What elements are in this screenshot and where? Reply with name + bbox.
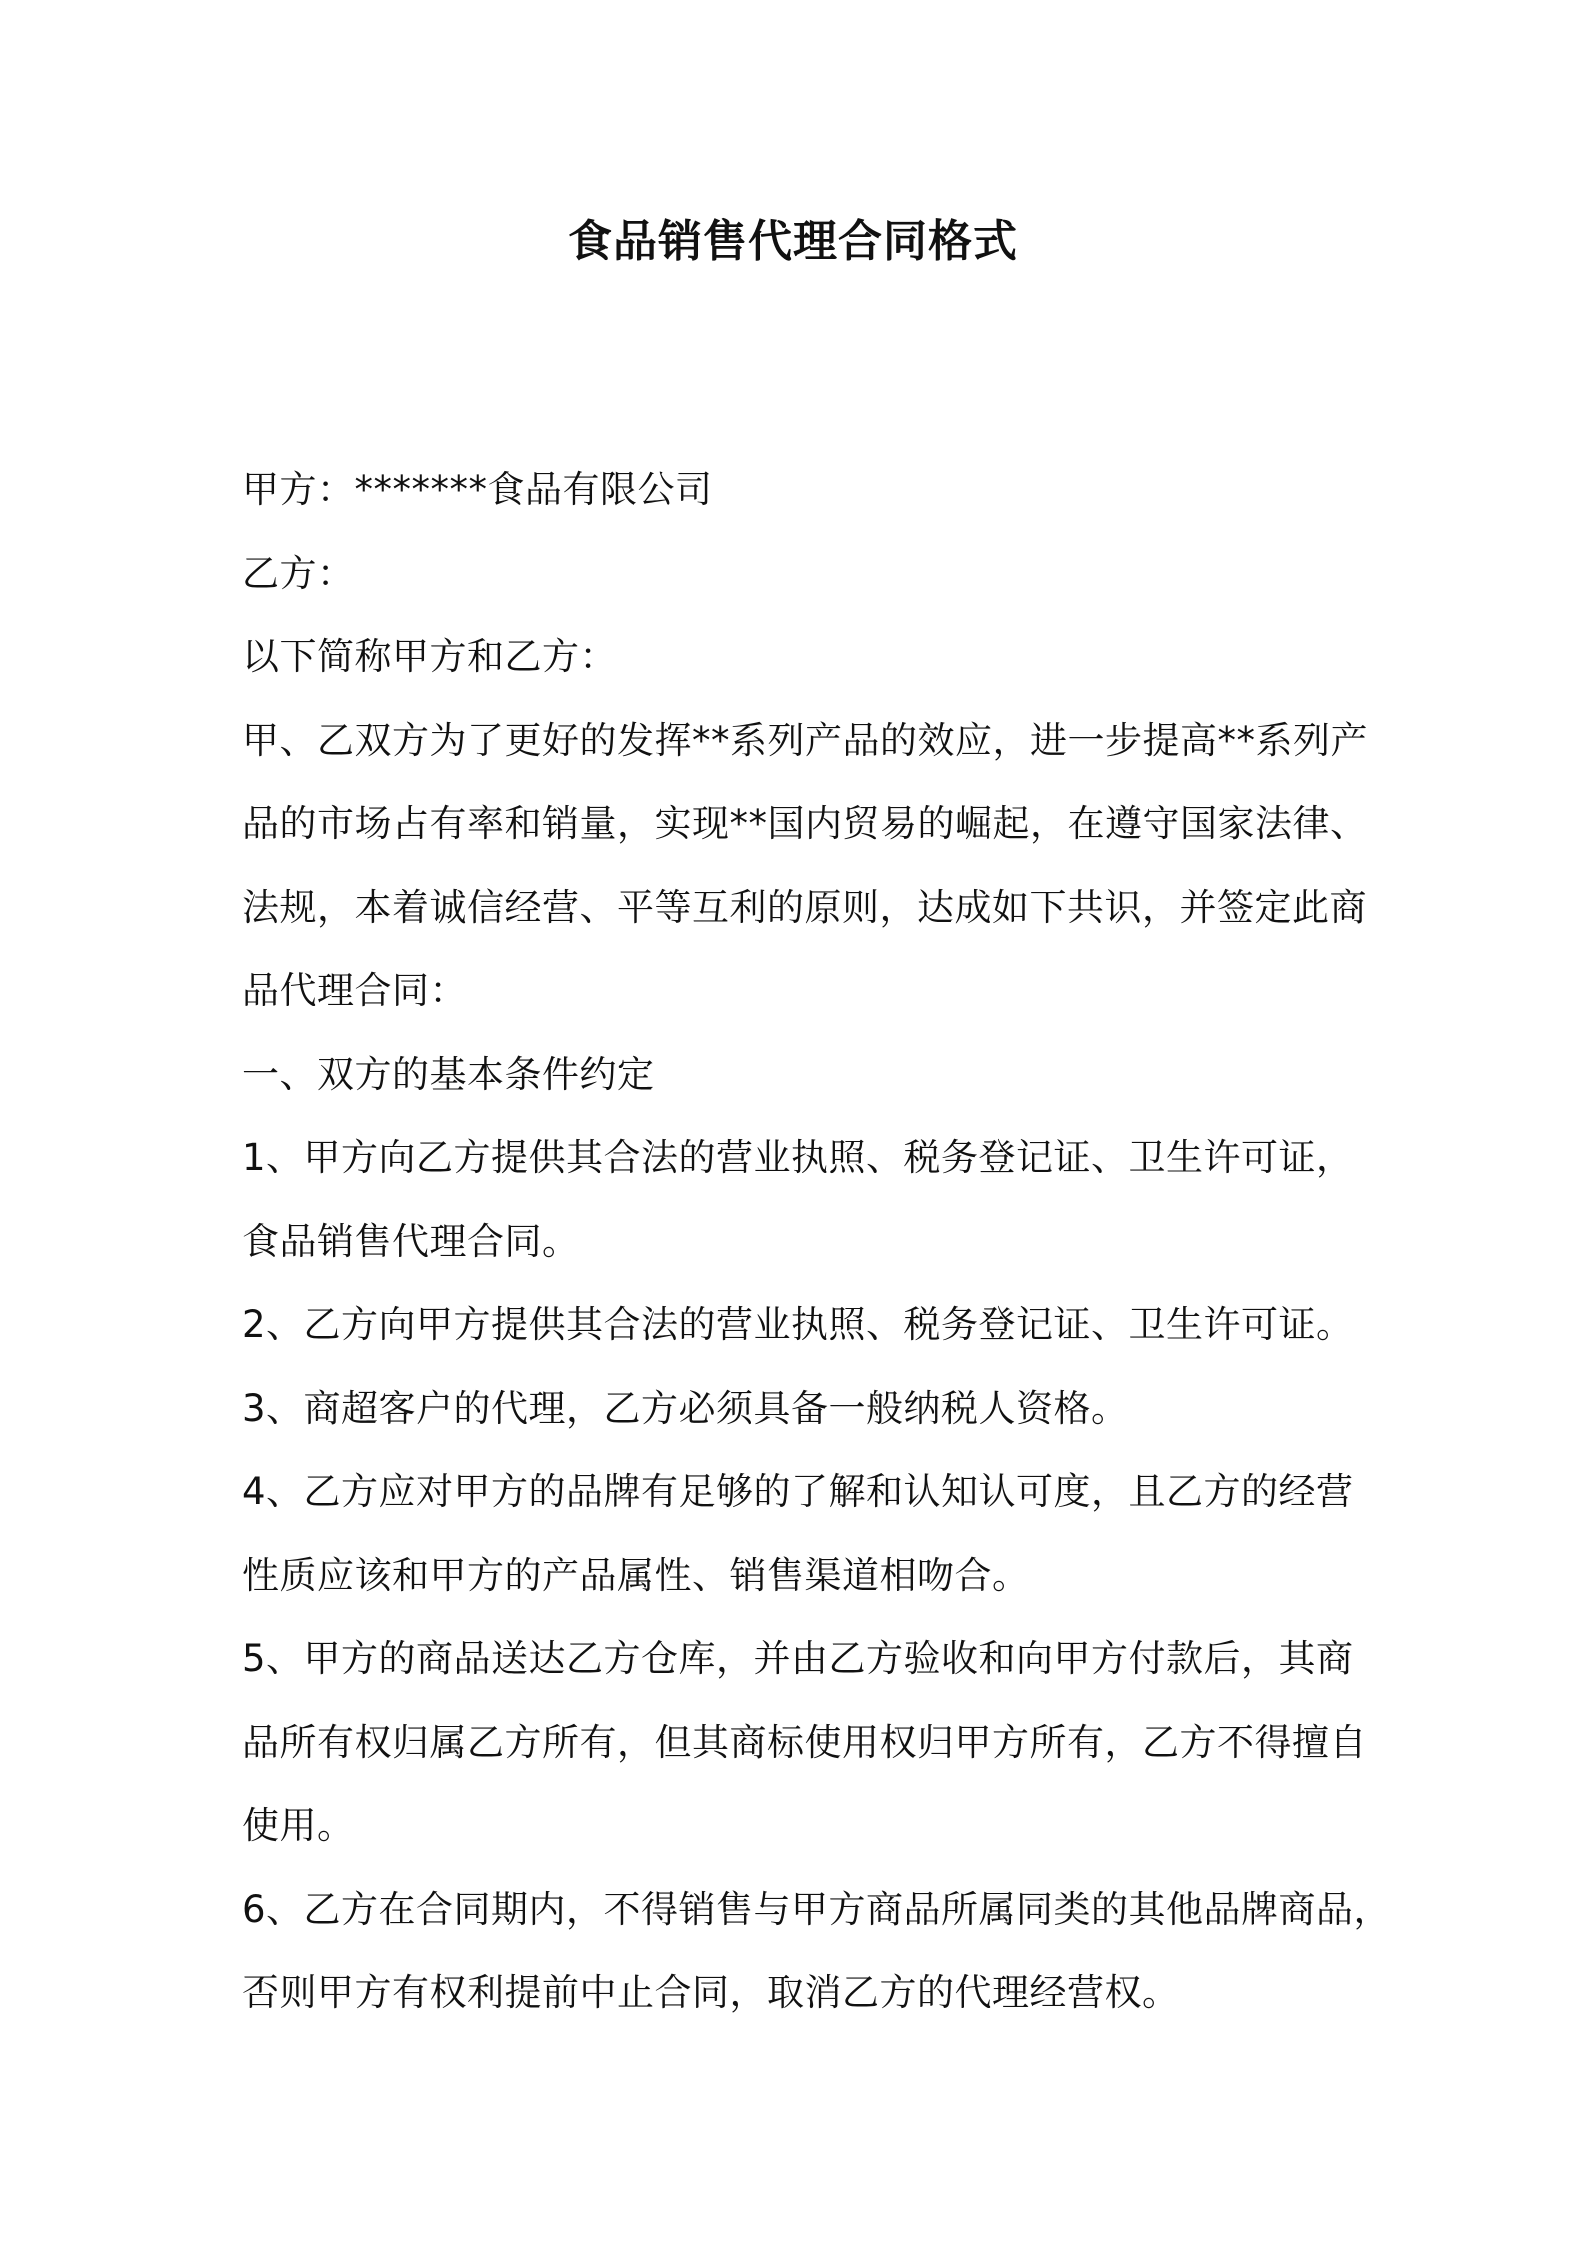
document-title: 食品销售代理合同格式 bbox=[568, 216, 1018, 267]
preamble-line: 甲、乙双方为了更好的发挥**系列产品的效应，进一步提高**系列产 bbox=[242, 718, 1368, 762]
clause-5-line: 使用。 bbox=[242, 1804, 355, 1847]
clause-5-line: 品所有权归属乙方所有，但其商标使用权归甲方所有，乙方不得擅自 bbox=[242, 1720, 1367, 1764]
clause-1-line: 1、甲方向乙方提供其合法的营业执照、税务登记证、卫生许可证， bbox=[242, 1136, 1354, 1179]
party-a-line: 甲方：*******食品有限公司 bbox=[242, 468, 713, 511]
preamble-line: 法规，本着诚信经营、平等互利的原则，达成如下共识，并签定此商 bbox=[242, 885, 1367, 929]
preamble-line: 品代理合同： bbox=[242, 969, 467, 1012]
clause-4-line: 4、乙方应对甲方的品牌有足够的了解和认知认可度，且乙方的经营 bbox=[242, 1470, 1354, 1513]
section-heading: 一、双方的基本条件约定 bbox=[242, 1052, 655, 1096]
abbreviation-line: 以下简称甲方和乙方： bbox=[242, 635, 617, 678]
preamble-line: 品的市场占有率和销量，实现**国内贸易的崛起，在遵守国家法律、 bbox=[242, 802, 1368, 845]
clause-3-line: 3、商超客户的代理，乙方必须具备一般纳税人资格。 bbox=[242, 1386, 1129, 1430]
party-b-line: 乙方： bbox=[242, 551, 355, 595]
clause-5-line: 5、甲方的商品送达乙方仓库，并由乙方验收和向甲方付款后，其商 bbox=[242, 1637, 1354, 1680]
clause-6-line: 6、乙方在合同期内，不得销售与甲方商品所属同类的其他品牌商品， bbox=[242, 1887, 1392, 1931]
clause-6-line: 否则甲方有权利提前中止合同，取消乙方的代理经营权。 bbox=[242, 1971, 1180, 2014]
clause-2-line: 2、乙方向甲方提供其合法的营业执照、税务登记证、卫生许可证。 bbox=[242, 1303, 1354, 1346]
clause-1-line: 食品销售代理合同。 bbox=[242, 1219, 580, 1263]
clause-4-line: 性质应该和甲方的产品属性、销售渠道相吻合。 bbox=[242, 1553, 1030, 1597]
document-body bbox=[242, 448, 1392, 2035]
